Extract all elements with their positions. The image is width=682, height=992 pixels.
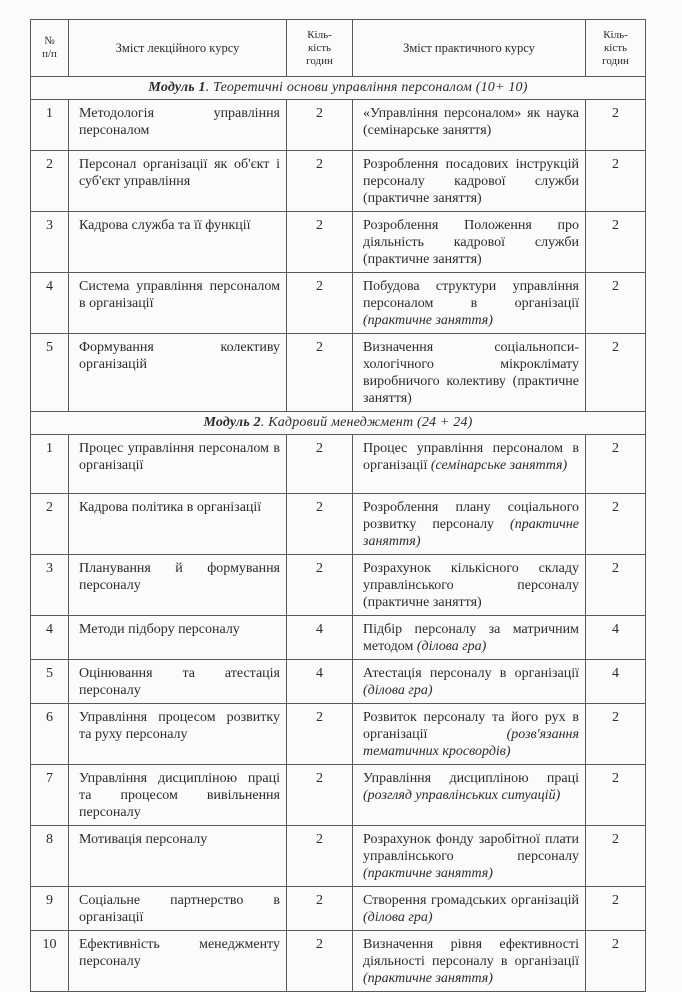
row-number: 1 [31,100,69,151]
module-label: Модуль 1 [148,80,206,95]
lecture-hours: 4 [287,660,353,704]
table-row [31,494,646,555]
practical-topic [353,151,586,212]
practical-hours: 2 [586,887,646,931]
practical-activity-type: (практичне заняття) [363,971,493,986]
lecture-hours: 2 [287,494,353,555]
table-row [31,212,646,273]
practical-hours: 2 [586,151,646,212]
table-row [31,435,646,494]
practical-topic-text: Підбір персоналу за матричним методом [363,622,579,654]
row-number: 3 [31,555,69,616]
lecture-topic: Ефективність менеджменту персоналу [69,931,287,992]
practical-topic [353,555,586,616]
lecture-topic: Формування колективу організацій [69,334,287,412]
practical-topic [353,273,586,334]
practical-hours: 2 [586,765,646,826]
practical-topic [353,887,586,931]
row-number: 2 [31,151,69,212]
lecture-hours: 2 [287,704,353,765]
practical-hours: 2 [586,494,646,555]
table-row [31,555,646,616]
practical-hours: 2 [586,826,646,887]
lecture-hours: 2 [287,212,353,273]
practical-topic-text: Розроблення посадових інструкцій персоналу кадрової служби (практичне заняття) [363,157,579,206]
lecture-hours: 2 [287,435,353,494]
header-num: № п/п [31,20,69,77]
table-row [31,151,646,212]
practical-hours: 2 [586,704,646,765]
table-row [31,931,646,992]
practical-topic-text: Визначення соціальнопси-хологічного мікроклімату виробничого колективу (практичне заняття) [363,340,579,406]
practical-activity-type: (практичне заняття) [363,313,493,328]
table-row [31,826,646,887]
lecture-hours: 2 [287,931,353,992]
practical-topic-text: Створення громадських організацій [363,893,579,908]
module-row [31,77,646,100]
lecture-topic: Персонал організації як об'єкт і суб'єкт управління [69,151,287,212]
practical-topic [353,616,586,660]
practical-activity-type: (ділова гра) [363,910,433,925]
module-label: Модуль 2 [203,415,261,430]
lecture-topic: Процес управління персоналом в організації [69,435,287,494]
practical-topic-text: Процес управління персоналом в організації [363,441,579,473]
practical-activity-type: (ділова гра) [363,683,433,698]
practical-topic-text: Управління дисципліною праці [363,771,579,786]
practical-topic [353,494,586,555]
practical-hours: 4 [586,660,646,704]
module-title [31,77,646,100]
practical-activity-type: (практичне заняття) [363,517,580,549]
practical-hours: 2 [586,931,646,992]
practical-topic-text: Розвиток персоналу та його рух в організації [363,710,579,742]
practical-activity-type: (практичне заняття) [363,866,493,881]
practical-hours: 2 [586,334,646,412]
row-number: 8 [31,826,69,887]
practical-topic [353,212,586,273]
lecture-topic: Управління дисципліною праці та процесом вивільнення персоналу [69,765,287,826]
practical-topic [353,765,586,826]
practical-topic-text: «Управління персоналом» як наука (семінарське заняття) [363,106,579,138]
table-row [31,704,646,765]
row-number: 7 [31,765,69,826]
table-body [31,77,646,992]
practical-activity-type: (семінарське заняття) [430,458,568,473]
row-number: 5 [31,660,69,704]
practical-hours: 4 [586,616,646,660]
row-number: 6 [31,704,69,765]
lecture-hours: 2 [287,273,353,334]
lecture-hours: 2 [287,765,353,826]
row-number: 5 [31,334,69,412]
practical-activity-type: (розв'язання тематичних кросвордів) [363,727,579,759]
header-hours-practical: Кіль- кість годин [586,20,646,77]
module-title-text: . Теоретичні основи управління персоналом (10+ 10) [205,80,528,95]
practical-topic [353,334,586,412]
module-title [31,412,646,435]
practical-topic-text: Визначення рівня ефективності діяльності персоналу в організації [363,937,579,969]
practical-hours: 2 [586,435,646,494]
row-number: 4 [31,273,69,334]
practical-topic [353,931,586,992]
lecture-topic: Методологія управління персоналом [69,100,287,151]
practical-topic-text: Розроблення Положення про діяльність кадрової служби (практичне заняття) [363,218,579,267]
practical-topic-text: Побудова структури управління персоналом в організації [363,279,579,311]
row-number: 2 [31,494,69,555]
practical-topic [353,660,586,704]
module-row [31,412,646,435]
practical-topic [353,826,586,887]
header-practical: Зміст практичного курсу [353,20,586,77]
lecture-topic: Кадрова політика в організації [69,494,287,555]
practical-activity-type: (розгляд управлінських ситуацій) [363,788,561,803]
lecture-hours: 2 [287,887,353,931]
lecture-topic: Мотивація персоналу [69,826,287,887]
practical-hours: 2 [586,100,646,151]
lecture-topic: Кадрова служба та її функції [69,212,287,273]
lecture-topic: Система управління персоналом в організації [69,273,287,334]
lecture-topic: Методи підбору персоналу [69,616,287,660]
lecture-hours: 2 [287,151,353,212]
lecture-hours: 2 [287,100,353,151]
practical-topic-text: Розрахунок фонду заробітної плати управлінського персоналу [363,832,579,864]
practical-hours: 2 [586,212,646,273]
header-hours-lecture: Кіль- кість годин [287,20,353,77]
header-lecture: Зміст лекційного курсу [69,20,287,77]
table-row [31,334,646,412]
module-title-text: . Кадровий менеджмент (24 + 24) [260,415,473,430]
lecture-topic: Оцінювання та атестація персоналу [69,660,287,704]
row-number: 9 [31,887,69,931]
table-row [31,765,646,826]
practical-topic [353,704,586,765]
table-row [31,660,646,704]
lecture-hours: 4 [287,616,353,660]
practical-topic-text: Розроблення плану соціального розвитку персоналу [363,500,579,532]
practical-hours: 2 [586,555,646,616]
practical-activity-type: (ділова гра) [416,639,487,654]
table-row [31,100,646,151]
table-row [31,887,646,931]
lecture-hours: 2 [287,555,353,616]
practical-topic [353,100,586,151]
lecture-hours: 2 [287,826,353,887]
table-row [31,273,646,334]
lecture-topic: Соціальне партнерство в організації [69,887,287,931]
course-table [30,19,646,992]
table-row [31,616,646,660]
practical-topic [353,435,586,494]
practical-topic-text: Атестація персоналу в організації [363,666,579,681]
row-number: 3 [31,212,69,273]
row-number: 10 [31,931,69,992]
header-row [31,20,646,77]
row-number: 4 [31,616,69,660]
practical-topic-text: Розрахунок кількісного складу управлінського персоналу (практичне заняття) [363,561,579,610]
row-number: 1 [31,435,69,494]
lecture-hours: 2 [287,334,353,412]
lecture-topic: Планування й формування персоналу [69,555,287,616]
lecture-topic: Управління процесом розвитку та руху персоналу [69,704,287,765]
practical-hours: 2 [586,273,646,334]
